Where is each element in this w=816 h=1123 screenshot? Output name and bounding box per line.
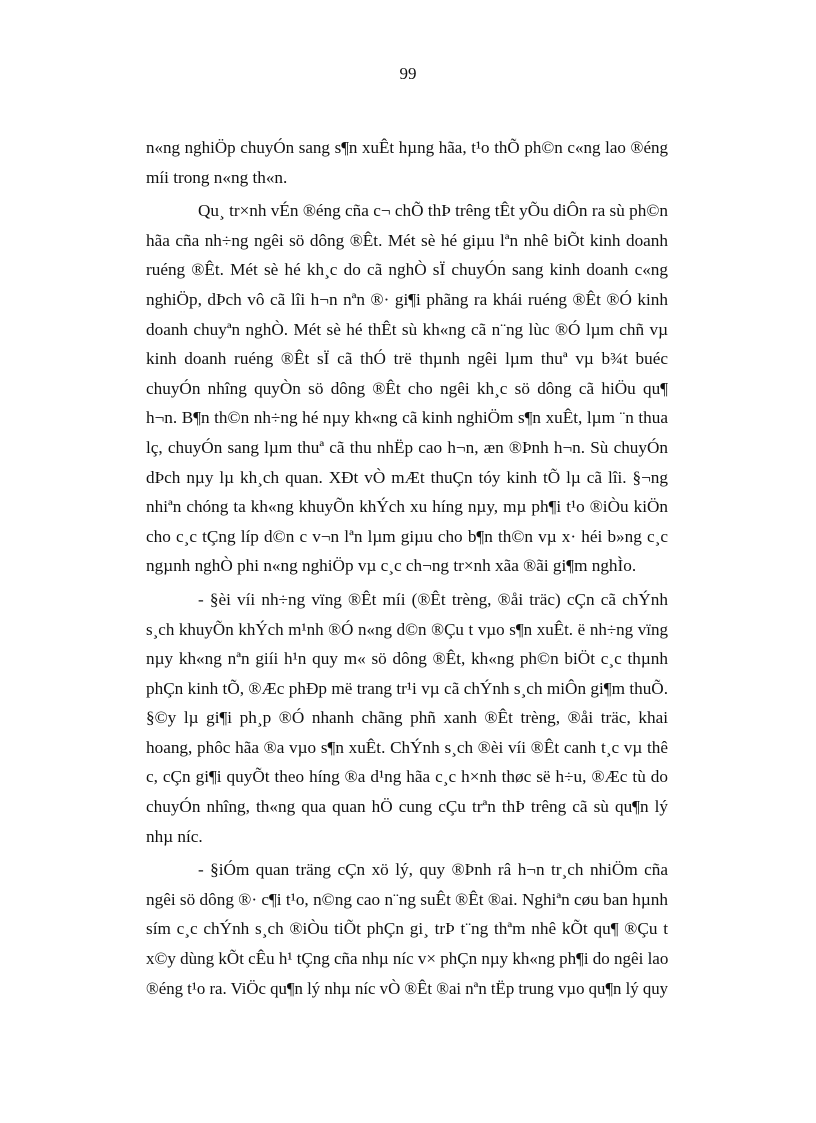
text-line: phÇn kinh tÕ, ®Æc phÐp më trang tr¹i vµ cã chÝnh s¸ch miÔn gi¶m thuÕ. xyxy=(146,678,668,698)
text-line: lç, chuyÓn sang lµm thuª cã thu nhËp cao h¬n, æn ®Þnh h¬n. Sù chuyÓn xyxy=(146,437,668,457)
text-line: - §iÓm quan träng cÇn xö lý, quy ®Þnh râ h¬n tr¸ch nhiÖm cña xyxy=(198,860,668,880)
text-line: h¬n. B¶n th©n nh÷ng hé nµy kh«ng cã kinh nghiÖm s¶n xuÊt, lµm ¨n thua xyxy=(146,408,668,428)
text-line: c, cÇn gi¶i quyÕt theo híng ®a d¹ng hãa c¸c h×nh thøc së h÷u, ®Æc tù do xyxy=(146,767,668,787)
text-line: chuyÓn nhîng, th«ng qua quan hÖ cung cÇu trªn thÞ trêng cã sù qu¶n lý xyxy=(146,797,668,817)
text-line: ngêi sö dông ®· c¶i t¹o, n©ng cao n¨ng suÊt ®Êt ®ai. Nghiªn cøu ban hµnh xyxy=(146,889,668,909)
body-text xyxy=(146,133,668,1003)
text-line: ngµnh nghÒ phi n«ng nghiÖp vµ c¸c ch¬ng tr×nh xãa ®ãi gi¶m nghÌo. xyxy=(146,556,637,576)
text-line: doanh chuyªn nghÒ. Mét sè hé thÊt sù kh«ng cã n¨ng lùc ®Ó lµm chñ vµ xyxy=(146,319,668,339)
text-line: n«ng nghiÖp chuyÓn sang s¶n xuÊt hµng hãa, t¹o thÕ ph©n c«ng lao ®éng xyxy=(146,138,668,157)
text-line: míi trong n«ng th«n. xyxy=(146,167,288,187)
text-line: ruéng ®Êt. Mét sè hé kh¸c do cã nghÒ sÏ chuyÓn sang kinh doanh c«ng xyxy=(146,260,668,280)
text-line: chuyÓn nhîng quyÒn sö dông ®Êt cho ngêi kh¸c sö dông cã hiÖu qu¶ xyxy=(146,378,668,398)
paragraph xyxy=(146,585,668,851)
paragraph xyxy=(146,196,668,581)
text-line: sím c¸c chÝnh s¸ch ®iÒu tiÕt phÇn gi¸ trÞ t¨ng thªm nhê kÕt qu¶ ®Çu t xyxy=(146,919,668,939)
text-line: §©y lµ gi¶i ph¸p ®Ó nhanh chãng phñ xanh ®Êt trèng, ®åi träc, khai xyxy=(146,708,668,728)
text-line: dÞch nµy lµ kh¸ch quan. XÐt vÒ mÆt thuÇn tóy kinh tÕ lµ cã lîi. §¬ng xyxy=(146,467,668,487)
text-line: nhµ níc. xyxy=(146,826,203,846)
paragraph xyxy=(146,855,668,1003)
text-line: ®éng t¹o ra. ViÖc qu¶n lý nhµ níc vÒ ®Êt ®ai nªn tËp trung vµo qu¶n lý quy xyxy=(146,978,669,998)
text-line: cho c¸c tÇng líp d©n c v¬n lªn lµm giµu cho b¶n th©n vµ x· héi b»ng c¸c xyxy=(146,526,668,546)
text-line: nghiÖp, dÞch vô cã lîi h¬n nªn ®· gi¶i phãng ra khái ruéng ®Êt ®Ó kinh xyxy=(146,289,668,309)
text-line: nhiªn chóng ta kh«ng khuyÕn khÝch xu híng nµy, mµ ph¶i t¹o ®iÒu kiÖn xyxy=(146,497,668,517)
text-line: s¸ch khuyÕn khÝch m¹nh ®Ó n«ng d©n ®Çu t vµo s¶n xuÊt. ë nh÷ng vïng xyxy=(146,619,668,639)
text-line: nµy kh«ng nªn giíi h¹n quy m« sö dông ®Êt, kh«ng ph©n biÖt c¸c thµnh xyxy=(146,649,668,669)
text-line: Qu¸ tr×nh vÉn ®éng cña c¬ chÕ thÞ trêng tÊt yÕu diÔn ra sù ph©n xyxy=(198,201,668,221)
page-number: 99 xyxy=(399,64,417,83)
text-line: hãa cña nh÷ng ngêi sö dông ®Êt. Mét sè hé giµu lªn nhê biÕt kinh doanh xyxy=(146,230,668,250)
text-line: x©y dùng kÕt cÊu h¹ tÇng cña nhµ níc v× phÇn nµy kh«ng ph¶i do ngêi lao xyxy=(146,949,669,969)
text-line: - §èi víi nh÷ng vïng ®Êt míi (®Êt trèng, ®åi träc) cÇn cã chÝnh xyxy=(198,589,668,609)
text-line: hoang, phôc hãa ®a vµo s¶n xuÊt. ChÝnh s¸ch ®èi víi ®Êt canh t¸c vµ thê xyxy=(146,737,668,757)
text-line: kinh doanh ruéng ®Êt sÏ cã thÓ trë thµnh ngêi lµm thuª vµ b¾t buéc xyxy=(146,349,668,369)
paragraph xyxy=(146,133,668,192)
